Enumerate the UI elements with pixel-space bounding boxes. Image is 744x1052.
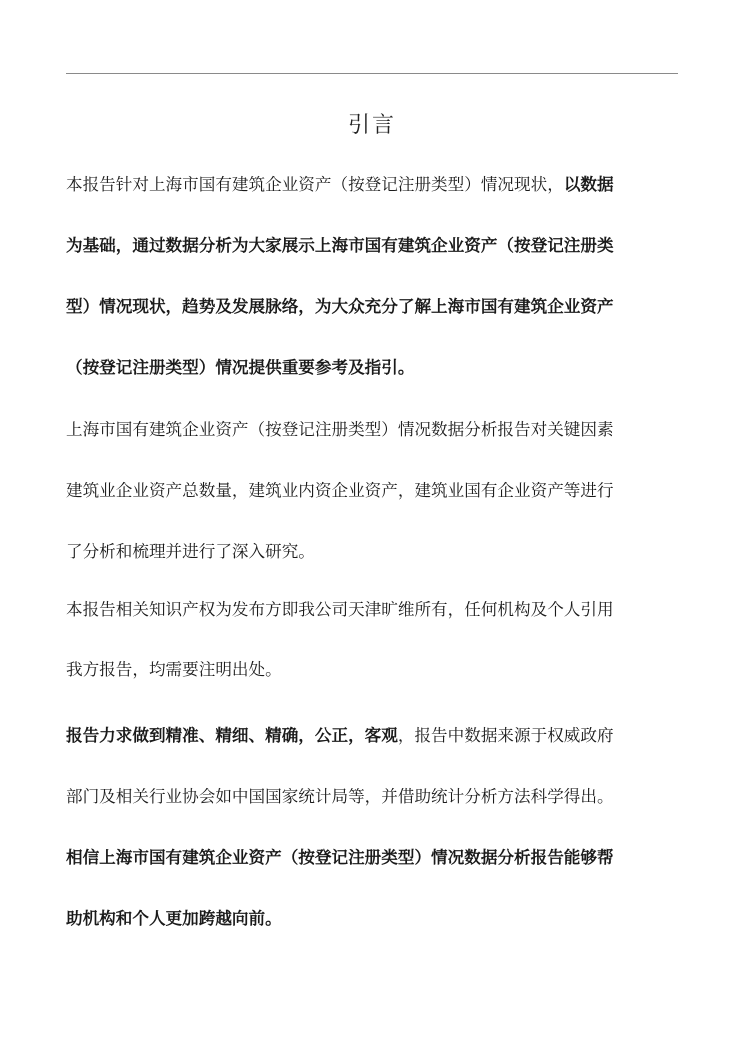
paragraph-line <box>66 724 614 748</box>
line-normal-text: 建筑业企业资产总数量，建筑业内资企业资产，建筑业国有企业资产等进行 <box>66 481 614 500</box>
line-bold-text: 以数据 <box>563 175 614 194</box>
paragraph-line <box>66 658 282 682</box>
page-title: 引言 <box>347 113 396 138</box>
paragraph-line <box>66 598 614 622</box>
line-bold-text: 为基础，通过数据分析为大家展示上海市国有建筑企业资产（按登记注册类 <box>66 236 614 255</box>
paragraph-line <box>66 234 614 258</box>
line-normal-text: 了分析和梳理并进行了深入研究。 <box>66 542 315 561</box>
line-bold-text: 助机构和个人更加跨越向前。 <box>66 909 282 928</box>
paragraph-line <box>66 846 614 870</box>
paragraph-line <box>66 907 282 931</box>
line-bold-text: 型）情况现状，趋势及发展脉络，为大众充分了解上海市国有建筑企业资产 <box>66 297 614 316</box>
paragraph-line <box>66 540 315 564</box>
paragraph-line <box>66 785 614 809</box>
paragraph-line <box>66 418 614 442</box>
header-rule <box>66 73 678 74</box>
line-bold-text: 报告力求做到精准、精细、精确，公正，客观 <box>66 726 398 745</box>
line-normal-text: 上海市国有建筑企业资产（按登记注册类型）情况数据分析报告对关键因素 <box>66 420 614 439</box>
line-normal-text: 本报告针对上海市国有建筑企业资产（按登记注册类型）情况现状， <box>66 175 564 194</box>
paragraph-line <box>66 295 614 319</box>
line-bold-text: 相信上海市国有建筑企业资产（按登记注册类型）情况数据分析报告能够帮 <box>66 848 614 867</box>
paragraph-line <box>66 173 614 197</box>
line-normal-text: 部门及相关行业协会如中国国家统计局等，并借助统计分析方法科学得出。 <box>66 787 614 806</box>
line-bold-text: （按登记注册类型）情况提供重要参考及指引。 <box>66 358 415 377</box>
line-normal-text: ，报告中数据来源于权威政府 <box>397 726 614 745</box>
line-normal-text: 本报告相关知识产权为发布方即我公司天津旷维所有，任何机构及个人引用 <box>66 600 614 619</box>
line-normal-text: 我方报告，均需要注明出处。 <box>66 660 282 679</box>
paragraph-line <box>66 479 614 503</box>
paragraph-line <box>66 356 414 380</box>
